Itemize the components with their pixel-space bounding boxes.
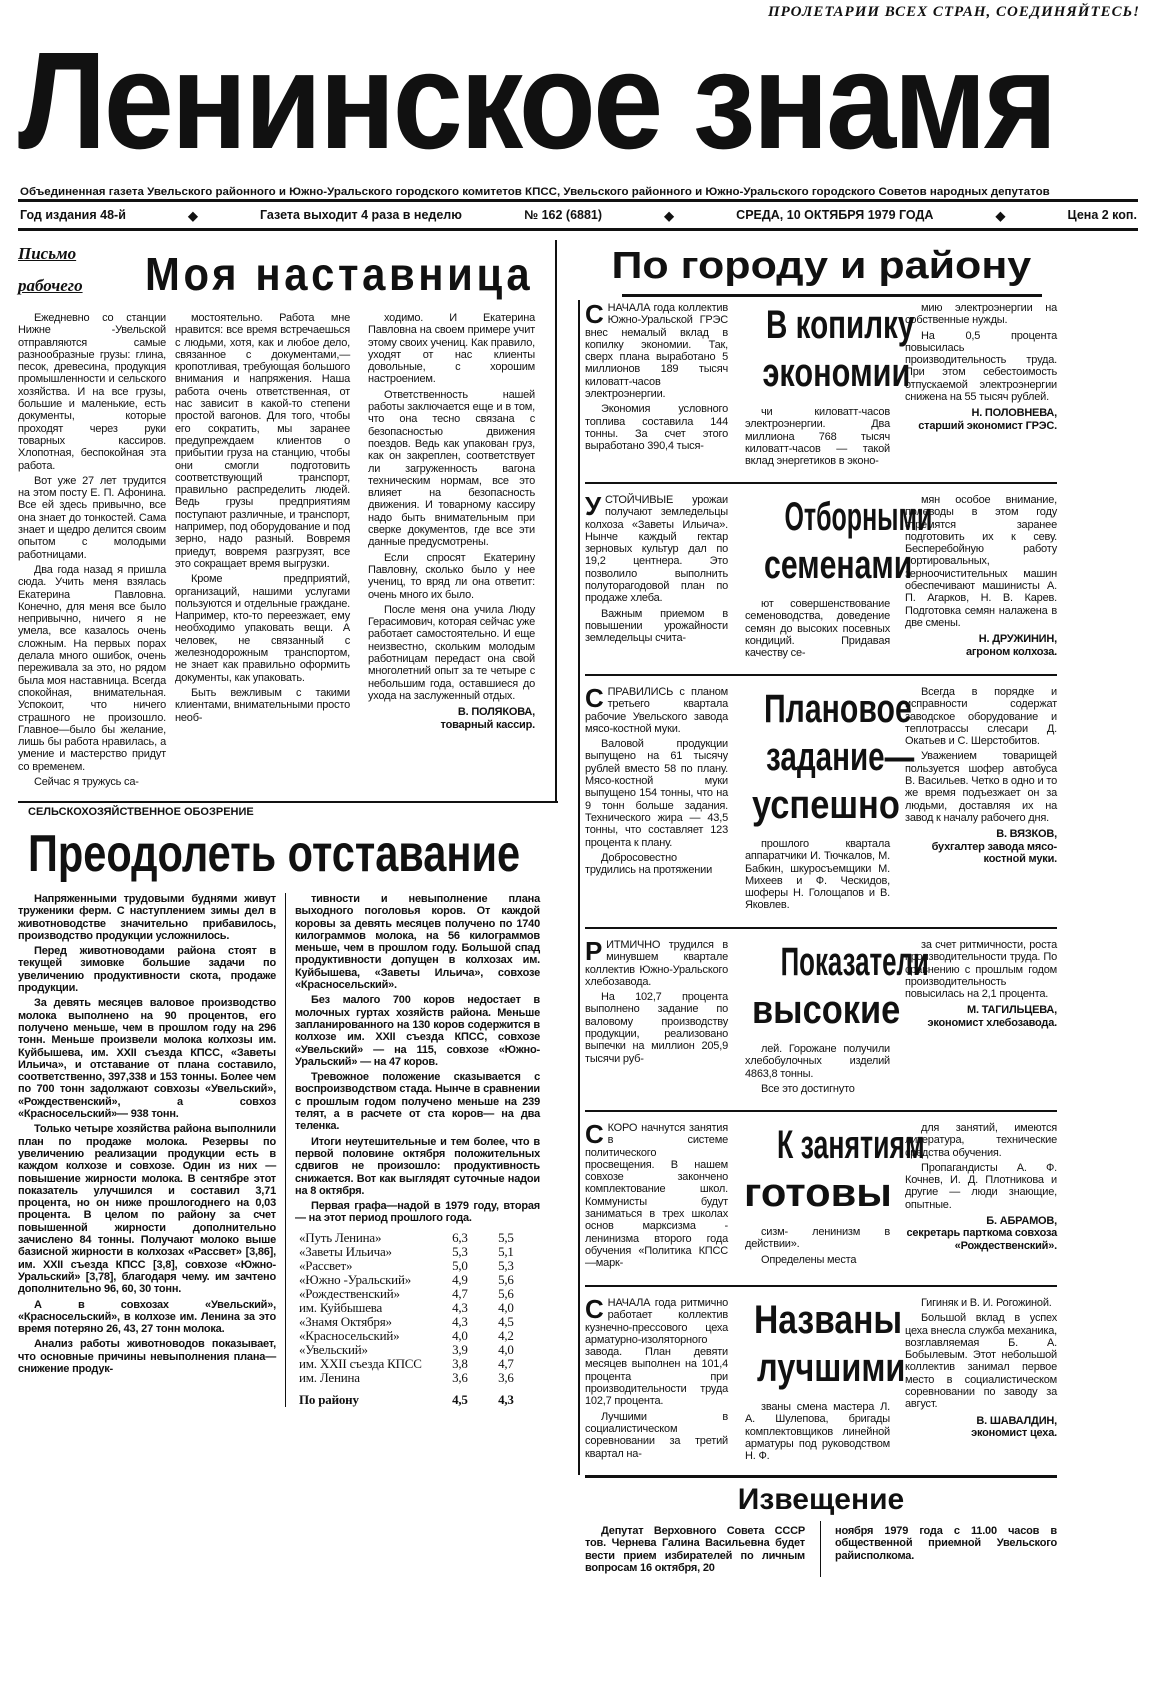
- paragraph: чи киловатт-часов электроэнергии. Два миллиона 768 тысяч киловатт-часов — такой вклад энергетиков в эконо-: [745, 406, 890, 468]
- paragraph: Лучшими в социалистическом соревновании за третий квартал на-: [585, 1410, 728, 1460]
- city-article-headline: [740, 494, 933, 590]
- headline-line: [740, 782, 900, 830]
- city-article-signature: [905, 828, 1057, 865]
- diamond-icon: ◆: [188, 208, 198, 223]
- price: Цена 2 коп.: [1067, 208, 1137, 222]
- farm-name: «Красносельский»: [299, 1327, 400, 1343]
- headline-text: Отборными: [784, 495, 933, 539]
- paragraph: СКОРО начнутся занятия в системе политического просвещения. В нашем совхозе закончено комплектование школ. Коммунисты будут заниматься в трех школах основ марксизма - ленинизма второго года обучения «Политика КПСС—марк-: [585, 1119, 728, 1270]
- paragraph: за счет ритмичности, роста производительности труда. По сравнению с прошлым годом производительность повысилась на 2,1 процента.: [905, 939, 1057, 1001]
- signature-role: секретарь парткома совхоза «Рождественский».: [906, 1227, 1057, 1252]
- headline-text: Плановое: [763, 687, 912, 731]
- paragraph: Пропагандисты А. Ф. Кочнев, И. Д. Плотникова и другие — люди знающие, опытные.: [905, 1161, 1057, 1211]
- city-article-column-3: [905, 1297, 1057, 1439]
- city-article-column-3: [905, 1122, 1057, 1252]
- divider: [622, 294, 1042, 297]
- city-article-column-2: [745, 1043, 890, 1098]
- table-row: [295, 1287, 518, 1301]
- signature-name: М. ТАГИЛЬЦЕВА,: [967, 1004, 1057, 1017]
- divider: [585, 927, 1057, 929]
- farm-name: «Знамя Октября»: [299, 1313, 392, 1329]
- table-row: [295, 1357, 518, 1371]
- city-article-signature: [905, 633, 1057, 658]
- paragraph: Анализ работы животноводов показывает, что основные причины невыполнения плана— снижение продук-: [18, 1338, 276, 1375]
- city-article-headline: [740, 686, 915, 830]
- paragraph: Добросовестно трудились на протяжении: [585, 851, 713, 877]
- agri-title-text: Преодолеть отставание: [28, 825, 521, 883]
- paragraph: Всегда в порядке и исправности содержат заводское оборудование и теплотрассы слесари Д. Окатьев и С. Шерстобитов.: [905, 686, 1057, 748]
- yield-prev-year: 4,2: [498, 1327, 514, 1343]
- yield-prev-year: 4,5: [498, 1313, 514, 1329]
- paragraph: Ежедневно со станции Нижне -Увельской отправляются самые разнообразные грузы: глина, песок, древесина, продукция промышленности и сельского хозяйства. И на все грузы, большие и маленькие, есть документы, которые проходят через руки товарных кассиров. Хлопотная, беспокойная эта работа.: [18, 312, 166, 472]
- paragraph: для занятий, имеются литература, технические средства обучения.: [905, 1122, 1057, 1159]
- table-row: [295, 1259, 518, 1273]
- city-article-headline: [740, 1122, 925, 1218]
- headline-text: семенами: [764, 543, 913, 587]
- table-row: [295, 1301, 518, 1315]
- city-article-column-2: [745, 1401, 890, 1465]
- letter-rubric-line1: Письмо: [18, 244, 77, 263]
- city-article-signature: [905, 1215, 1057, 1252]
- city-article-column-1: [585, 1294, 728, 1463]
- divider: [585, 674, 1057, 676]
- headline-text: готовы: [743, 1171, 892, 1215]
- headline-line: [740, 1122, 925, 1170]
- divider: [18, 801, 558, 803]
- farm-name: «Путь Ленина»: [299, 1229, 382, 1245]
- headline-line: [740, 494, 933, 542]
- table-row: [295, 1371, 518, 1385]
- table-row: [295, 1315, 518, 1329]
- agri-column-1: [18, 893, 276, 1378]
- paragraph: На 0,5 процента повысилась производительность труда. При этом себестоимость отпускаемой электроэнергии снижена на 55 тысяч рублей.: [905, 329, 1057, 404]
- city-article-signature: [905, 1415, 1057, 1440]
- headline-text: экономии: [762, 351, 911, 395]
- diamond-icon: ◆: [995, 208, 1006, 223]
- headline-text: Названы: [754, 1298, 903, 1342]
- yield-prev-year: 5,6: [498, 1285, 514, 1301]
- signature-role: экономист хлебозавода.: [927, 1016, 1057, 1029]
- column-divider: [578, 300, 580, 1475]
- farm-name: им. Ленина: [299, 1369, 360, 1385]
- city-article-headline: [740, 1297, 906, 1393]
- signature-role: старший экономист ГРЭС.: [918, 419, 1057, 432]
- table-row: [295, 1231, 518, 1245]
- paragraph: лей. Горожане получили хлебобулочных изделий 4863,8 тонны.: [745, 1043, 890, 1080]
- paragraph: Экономия условного топлива составила 144 тонны. За счет этого выработано 390,4 тыся-: [585, 403, 728, 453]
- farm-name: им. Куйбышева: [299, 1299, 383, 1315]
- milk-yield-table: [295, 1231, 518, 1407]
- paragraph: Валовой продукции выпущено на 61 тысячу рублей вместо 58 по плану. Мясо-костной муки выпущено 154 тонны, что на 9 тонн больше задания. Технического жира — 43,5 тонны, что составляет 123 процента к плану.: [585, 738, 728, 849]
- masthead-title: [18, 24, 1138, 178]
- city-article-column-3: [905, 939, 1057, 1029]
- divider: [585, 1285, 1057, 1287]
- yield-1979: 4,5: [452, 1391, 468, 1407]
- letter-rubric-line2: рабочего: [18, 276, 83, 295]
- farm-name: «Южно -Уральский»: [299, 1271, 412, 1287]
- info-bar: [20, 207, 1137, 223]
- paragraph: Все это достигнуто: [761, 1082, 855, 1095]
- paragraph: Без малого 700 коров недостает в молочных гуртах хозяйств района. Меньше запланированного на 130 коров содержится в колхозе им. XXII съезда КПСС, совхозе «Увельский» — на 115, совхозе «Южно-Уральский» — на 47 коров.: [295, 994, 540, 1068]
- headline-text: Показатели: [780, 940, 929, 984]
- table-row: [295, 1273, 518, 1287]
- city-article-column-1: [585, 1119, 728, 1273]
- headline-text: лучшими: [757, 1346, 906, 1390]
- agri-rubric: СЕЛЬСКОХОЗЯЙСТВЕННОЕ ОБОЗРЕНИЕ: [28, 806, 254, 818]
- city-article-column-2: [745, 838, 890, 915]
- city-article-column-2: [745, 406, 890, 470]
- headline-line: [740, 987, 901, 1035]
- headline-line: [740, 350, 911, 398]
- headline-text: успешно: [751, 783, 900, 827]
- paragraph: Быть вежливым с такими клиентами, внимательными просто необ-: [175, 686, 350, 724]
- paragraph: Перед животноводами района стоят в текущей зимовке большие задачи по увеличению продуктивности скота, продаже продукции.: [18, 945, 276, 995]
- paragraph: ходимо. И Екатерина Павловна на своем примере учит этому своих учениц. Как правило, уходят от нас клиенты довольные, с хорошим настроением.: [368, 312, 535, 386]
- paragraph: Кроме предприятий, организаций, нашими услугами пользуются и отдельные граждане. Например, кто-то переезжает, ему необходимо упаковать вещи. А человек, не связанный с железнодорожным транспортом, не знает как правильно оформить документы, как упаковать.: [175, 573, 350, 684]
- letter-column-3: [368, 312, 535, 731]
- signature-name: Н. ПОЛОВНЕВА,: [971, 407, 1057, 420]
- city-article-column-3: [905, 494, 1057, 658]
- signature-name: В. ШАВАЛДИН,: [976, 1414, 1057, 1427]
- masthead-subtitle-text: Объединенная газета Увельского районного и Южно-Уральского городского комитетов КПСС, Увельского районного и Южно-Уральского городского Советов народных депутатов: [20, 186, 1050, 198]
- city-article-column-2: [745, 598, 890, 662]
- headline-line: [740, 542, 913, 590]
- paragraph: тивности и невыполнение плана выходного поголовья коров. От каждой коровы за девять месяцев получено по 1740 килограммов молока, на 56 килограммов меньше, чем в прошлом году. Большой спад продуктивности допущен в колхозах им. Куйбышева, «Заветы Ильича», совхозе «Красносельский».: [295, 893, 540, 992]
- city-article-column-1: [585, 936, 728, 1068]
- yield-1979: 6,3: [452, 1229, 468, 1245]
- city-section-title-text: По городу и району: [611, 245, 1031, 287]
- yield-1979: 5,0: [452, 1257, 468, 1273]
- paragraph: мостоятельно. Работа мне нравится: все время встречаешься с людьми, хотя, как и любое дело, связанное с документами,— кропотливая, требующая большого внимания и напряжения. Наша работа очень ответственная, от нас зависит в какой-то степени простой вагонов. Для того, чтобы его сократить, мы заранее предупреждаем клиентов о прибытии груза на станцию, чтобы они смогли подготовить соответствующий транспорт, правильно распределить людей. Ведь грузы предприятиям поступают различные, и транспорт, например, под оборудование и под зерно, надо разный. Вовремя приедут, вовремя разгрузят, все это сокращает время выгрузки.: [175, 312, 350, 570]
- headline-text: К занятиям: [776, 1123, 925, 1167]
- paragraph: прошлого квартала аппаратчики И. Тючкалов, М. Бабкин, шкуросъемщики М. Михеев и Ф. Ческидов, шоферы Н. Голощапов и В. Яковлев.: [745, 838, 890, 912]
- table-row: [295, 1343, 518, 1357]
- city-article-column-1: [585, 299, 728, 456]
- divider: [585, 1110, 1057, 1112]
- agri-column-2: [295, 893, 540, 1407]
- headline-line: [740, 1170, 895, 1218]
- paragraph: Если спросят Екатерину Павловну, сколько было у нее учениц, то вряд ли она ответит: очень много их было.: [368, 551, 535, 601]
- paragraph: Сейчас я тружусь са-: [34, 775, 139, 788]
- signature-name: Б. АБРАМОВ,: [986, 1215, 1057, 1228]
- paragraph: СПРАВИЛИСЬ с планом третьего квартала рабочие Увельского завода мясо-костной муки.: [585, 683, 728, 735]
- headline-line: [740, 939, 929, 987]
- signature-role: бухгалтер завода мясо-костной муки.: [931, 840, 1057, 865]
- column-divider: [555, 240, 557, 801]
- headline-line: [740, 302, 915, 350]
- paragraph: Тревожное положение сказывается с воспроизводством стада. Нынче в сравнении с прошлым годом получено меньше на 239 телят, а в расчете от ста коров— на два теленка.: [295, 1071, 540, 1133]
- paragraph: Два года назад я пришла сюда. Учить меня взялась Екатерина Павловна. Конечно, для меня все было непривычно, ничего я не умела, все казалось очень сложным. На первых порах делала много ошибок, очень переживала за это, но рядом была моя наставница. Всегда спокойная, внимательная. Успокоит, что ничего страшного не произошло. Главное—было бы желание, лишь бы работа нравилась, а умение и мастерство придут со временем.: [18, 563, 166, 773]
- yield-1979: 4,9: [452, 1271, 468, 1287]
- divider: [18, 228, 1138, 231]
- headline-line: [740, 734, 915, 782]
- headline-line: [740, 1345, 906, 1393]
- paragraph: мян особое внимание, полеводы в этом году стремятся заранее подготовить их к севу. Бесперебойную работу сортировальных, зерноочистительных машин обеспечивают машинисты А. П. Агарков, Н. В. Карев. Подготовка семян налажена в две смены.: [905, 494, 1057, 629]
- signature-role: агроном колхоза.: [965, 645, 1057, 658]
- signature-name: В. ВЯЗКОВ,: [996, 828, 1057, 841]
- paragraph: После меня она учила Люду Герасимович, которая сейчас уже работает самостоятельно. И еще неизвестно, скольким молодым работницам передаст она свой многолетний опыт за те четыре с небольшим года, оставшиеся до ухода на заслуженный отдых.: [368, 603, 535, 702]
- city-article-signature: [905, 407, 1057, 432]
- signature-role: экономист цеха.: [971, 1426, 1057, 1439]
- letter-column-2: [175, 312, 350, 727]
- column-divider: [820, 1521, 821, 1577]
- paragraph: Вот уже 27 лет трудится на этом посту Е. П. Афонина. Все ей здесь привычно, все она знает до тонкостей. Сама знает и щедро делится своим опытом с молодыми работницами.: [18, 474, 166, 561]
- farm-name: «Рассвет»: [299, 1257, 353, 1273]
- table-row: [295, 1329, 518, 1343]
- paragraph: Итоги неутешительные и тем более, что в первой половине октября положительных сдвигов не произошло: продуктивность снижается. Вот как выглядят суточные надои на 8 октября.: [295, 1135, 540, 1197]
- letter-signature: [368, 706, 535, 731]
- divider: [585, 1475, 1057, 1478]
- yield-prev-year: 4,0: [498, 1299, 514, 1315]
- issue-date: СРЕДА, 10 ОКТЯБРЯ 1979 ГОДА: [736, 208, 934, 222]
- agri-title: [28, 823, 528, 885]
- diamond-icon: ◆: [664, 208, 674, 223]
- notice-column-1: [585, 1525, 805, 1577]
- table-row: [295, 1245, 518, 1259]
- year-of-publication: Год издания 48-й: [20, 208, 126, 222]
- city-article-column-2: [745, 1226, 890, 1269]
- paragraph: Только четыре хозяйства района выполнили план по продаже молока. Резервы по увеличению реализации продукции есть в каждом колхозе и совхозе. Один из них — повышение жирности молока. В сентябре этот показатель улучшился и составил 3,71 процента, но он ниже прошлогоднего на 0,03 процента. В целом по району за счет повышенной жирности дополнительно зачислено 84 тонны. Получают молоко выше базисной жирности в колхозах «Рассвет» [3,86], им. XXII съезда КПСС [3,8], совхозе «Южно-Уральский» [3,78], благодаря чему. им зачтено дополнительно 96, 60, 30 тонн.: [18, 1123, 276, 1296]
- paragraph: Важным приемом в повышении урожайности земледельцы счита-: [585, 607, 728, 645]
- signature-name: В. ПОЛЯКОВА,: [457, 706, 535, 719]
- letter-title-text: Моя наставница: [145, 248, 534, 300]
- paragraph: Ответственность нашей работы заключается еще и в том, что она тесно связана с безопасностью движения поездов. Ведь как упакован груз, как он закреплен, соответствует ли загруженность вагона техническим нормам, все это влияет на безопасность движения. И товарному кассиру надо быть внимательным при сверке документов, где все эти данные предусмотрены.: [368, 388, 535, 549]
- headline-line: [740, 1297, 903, 1345]
- paragraph: РИТМИЧНО трудился в минувшем квартале коллектив Южно-Уральского хлебозавода.: [585, 936, 728, 988]
- paragraph: Определены места: [761, 1253, 857, 1266]
- paragraph: Первая графа—надой в 1979 году, вторая — на этот период прошлого года.: [295, 1200, 540, 1225]
- yield-prev-year: 4,0: [498, 1341, 514, 1357]
- yield-prev-year: 5,1: [498, 1243, 514, 1259]
- masthead-subtitle: [20, 182, 1130, 196]
- farm-name: По району: [299, 1391, 359, 1407]
- paragraph: званы смена мастера Л. А. Шулепова, бригады комплектовщиков линейной арматуры под руководством Н. Ф.: [745, 1401, 890, 1463]
- yield-1979: 3,8: [452, 1355, 468, 1371]
- paragraph: мию электроэнергии на собственные нужды.: [905, 302, 1057, 327]
- yield-1979: 3,6: [452, 1369, 468, 1385]
- notice-title: [585, 1481, 1057, 1519]
- signature-name: Н. ДРУЖИНИН,: [978, 633, 1057, 646]
- yield-1979: 4,0: [452, 1327, 468, 1343]
- column-divider: [285, 893, 286, 1407]
- yield-1979: 5,3: [452, 1243, 468, 1259]
- signature-role: товарный кассир.: [440, 718, 535, 731]
- paragraph: СНАЧАЛА года коллектив Южно-Уральской ГРЭС внес немалый вклад в копилку экономии. Так, сверх плана выработано 5 миллионов 189 тысяч киловатт-часов электроэнергии.: [585, 299, 728, 401]
- paragraph: За девять месяцев валовое производство молока выполнено на 90 процентов, его получено меньше, чем в прошлом году на 296 тонн. Меньше произвели молока колхозы им. Куйбышева, им. XXII съезда КПСС, «Заветы Ильича», и отставание от плана составило, соответственно, 397,338 и 153 тонны. Более чем по 700 тонн задолжают совхозы «Увельский», «Рождественский», а совхоз «Красносельский»— 938 тонн.: [18, 997, 276, 1121]
- notice-title-text: Извещение: [737, 1483, 905, 1516]
- yield-1979: 4,3: [452, 1299, 468, 1315]
- notice-column-2: [835, 1525, 1057, 1565]
- yield-1979: 4,3: [452, 1313, 468, 1329]
- paragraph: Уважением товарищей пользуется шофер автобуса В. Васильев. Четко в одно и то же время подъезжает он за людьми, доставляя их на завод к началу рабочего дня.: [905, 750, 1057, 824]
- yield-prev-year: 4,7: [498, 1355, 514, 1371]
- yield-prev-year: 3,6: [498, 1369, 514, 1385]
- farm-name: им. XXII съезда КПСС: [299, 1355, 422, 1371]
- yield-prev-year: 4,3: [498, 1391, 514, 1407]
- farm-name: «Заветы Ильича»: [299, 1243, 392, 1259]
- city-article-column-1: [585, 491, 728, 648]
- notice-paragraph: ноября 1979 года с 11.00 часов в общественной приемной Увельского райисполкома.: [835, 1525, 1057, 1562]
- city-article-headline: [740, 302, 915, 398]
- city-article-column-3: [905, 302, 1057, 432]
- publication-frequency: Газета выходит 4 раза в неделю: [260, 208, 462, 222]
- paragraph: Большой вклад в успех цеха внесла служба механика, возглавляемая Б. А. Бобылевым. Этот небольшой коллектив занимал первое место в социалистическом соревновании по заводу за август.: [905, 1312, 1057, 1411]
- issue-number: № 162 (6881): [524, 208, 603, 222]
- masthead-title-text: Ленинское знамя: [18, 24, 1055, 178]
- masthead-slogan: ПРОЛЕТАРИИ ВСЕХ СТРАН, СОЕДИНЯЙТЕСЬ!: [767, 4, 1140, 20]
- headline-text: В копилку: [766, 303, 915, 347]
- yield-prev-year: 5,5: [498, 1229, 514, 1245]
- paragraph: А в совхозах «Увельский», «Красносельский», в колхозе им. Ленина за это время потеряно 26, 43, 27 тонн молока.: [18, 1298, 276, 1336]
- paragraph: На 102,7 процента выполнено задание по валовому производству продукции, реализовано выпечки на миллион 205,9 тысячи руб-: [585, 991, 728, 1065]
- paragraph: Напряженными трудовыми буднями живут труженики ферм. С наступлением зимы дел в животноводстве значительно прибавилось, производство продукции усложнилось.: [18, 893, 276, 942]
- headline-line: [740, 686, 912, 734]
- city-section-title: [585, 244, 1057, 290]
- paragraph: ют совершенствование семеноводства, доведение семян до высоких посевных кондиций. Придавая качеству се-: [745, 598, 890, 660]
- city-article-headline: [740, 939, 929, 1035]
- farm-name: «Увельский»: [299, 1341, 368, 1357]
- headline-text: задание—: [766, 735, 915, 779]
- notice-paragraph: Депутат Верховного Совета СССР тов. Чернева Галина Васильевна будет вести прием избирателей по личным вопросам 16 октября, 20: [585, 1525, 805, 1574]
- farm-name: «Рождественский»: [299, 1285, 400, 1301]
- headline-text: высокие: [752, 988, 901, 1032]
- paragraph: УСТОЙЧИВЫЕ урожаи получают земледельцы колхоза «Заветы Ильича». Нынче каждый гектар зерновых культур дал по 19,2 центнера. Это позволило выполнить полуторагодовой план по продаже хлеба.: [585, 491, 728, 605]
- table-total-row: [295, 1385, 518, 1407]
- divider: [585, 482, 1057, 484]
- letter-column-1: [18, 312, 166, 791]
- letter-title: [145, 246, 535, 302]
- yield-1979: 4,7: [452, 1285, 468, 1301]
- city-article-column-1: [585, 683, 728, 879]
- paragraph: СНАЧАЛА года ритмично работает коллектив кузнечно-прессового цеха арматурно-изоляторного завода. План девяти месяцев выполнен на 101,4 процента при производительности труда 102,7 процента.: [585, 1294, 728, 1408]
- paragraph: сизм- ленинизм в действии».: [745, 1226, 890, 1251]
- yield-1979: 3,9: [452, 1341, 468, 1357]
- city-article-column-3: [905, 686, 1057, 865]
- divider: [18, 199, 1138, 202]
- yield-prev-year: 5,3: [498, 1257, 514, 1273]
- city-article-signature: [905, 1004, 1057, 1029]
- yield-prev-year: 5,6: [498, 1271, 514, 1287]
- paragraph: Гигиняк и В. И. Рогожиной.: [921, 1297, 1052, 1309]
